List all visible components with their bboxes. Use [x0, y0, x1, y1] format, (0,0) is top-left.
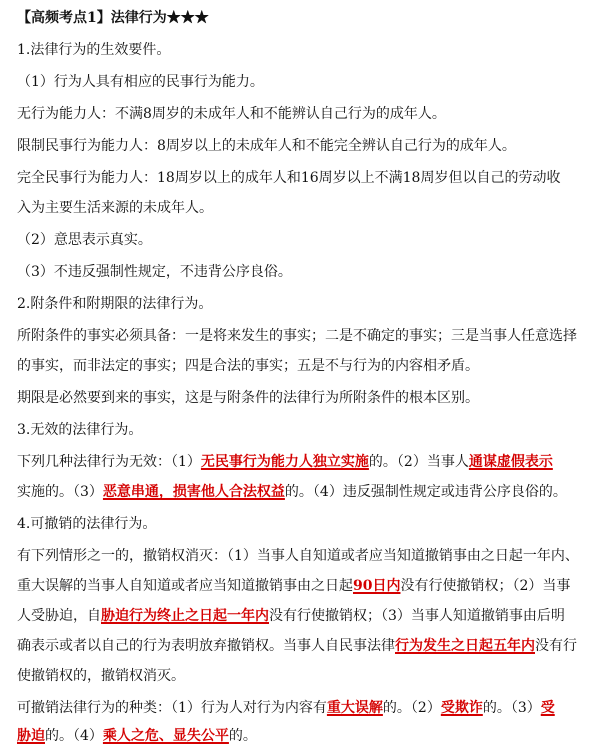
sec3-text: 的。（4）违反强制性规定或违背公序良俗的。 — [284, 484, 567, 500]
sec1-line2: 限制民事行为能力人：8周岁以上的未成年人和不能完全辨认自己行为的成年人。 — [17, 138, 516, 154]
sec4-line7 — [17, 726, 257, 746]
sec3-line2 — [17, 482, 567, 502]
highlight-term: 受 — [540, 700, 555, 716]
sec4-text: 没有行使撤销权；（2）当事 — [400, 578, 571, 594]
section-heading — [17, 8, 209, 28]
highlight-term: 重大误解 — [326, 700, 383, 716]
sec1-line3a: 完全民事行为能力人：18周岁以上的成年人和16周岁以上不满18周岁但以自己的劳动收 — [17, 170, 561, 186]
sec3-text: 下列几种法律行为无效：（1） — [17, 454, 201, 470]
highlight-term: 乘人之危、显失公平 — [102, 728, 229, 744]
sec4-text: 没有行 — [535, 638, 577, 654]
sec4-text: 的。（4） — [45, 728, 103, 744]
sec3-title: 3.无效的法律行为。 — [17, 422, 143, 438]
sec1-line3b: 入为主要生活来源的未成年人。 — [17, 200, 213, 216]
sec1-point3: （3）不违反强制性规定，不违背公序良俗。 — [17, 264, 292, 280]
sec2-line2: 期限是必然要到来的事实，这是与附条件的法律行为所附条件的根本区别。 — [17, 390, 479, 406]
sec2-title: 2.附条件和附期限的法律行为。 — [17, 296, 213, 312]
heading-label: 【高频考点1】法律行为 — [17, 10, 167, 26]
sec3-line1 — [17, 452, 553, 472]
sec4-line2 — [17, 576, 570, 596]
sec4-text: 的。（2） — [382, 700, 441, 716]
sec4-line6 — [17, 698, 555, 718]
sec4-text: 没有行使撤销权；（3）当事人知道撤销事由后明 — [269, 608, 565, 624]
sec4-line4 — [17, 636, 577, 656]
sec4-line3 — [17, 606, 565, 626]
sec4-text: 的。（3） — [482, 700, 541, 716]
sec4-line5: 使撤销权的，撤销权消灭。 — [17, 668, 185, 684]
sec1-point2: （2）意思表示真实。 — [17, 232, 152, 248]
star-rating-icon: ★★★ — [166, 10, 209, 26]
highlight-term: 胁迫 — [17, 728, 45, 744]
sec4-title: 4.可撤销的法律行为。 — [17, 516, 157, 532]
sec3-text: 实施的。（3） — [17, 484, 103, 500]
sec1-title: 1.法律行为的生效要件。 — [17, 42, 171, 58]
highlight-term: 90日内 — [353, 578, 401, 594]
sec4-text: 人受胁迫，自 — [17, 608, 101, 624]
sec2-line1a: 所附条件的事实必须具备：一是将来发生的事实；二是不确定的事实；三是当事人任意选择 — [17, 328, 577, 344]
sec4-text: 确表示或者以自己的行为表明放弃撤销权。当事人自民事法律 — [17, 638, 395, 654]
sec4-text: 可撤销法律行为的种类：（1）行为人对行为内容有 — [17, 700, 327, 716]
highlight-term: 恶意串通，损害他人合法权益 — [102, 484, 285, 500]
highlight-term: 胁迫行为终止之日起一年内 — [101, 608, 269, 624]
sec4-line1: 有下列情形之一的，撤销权消灭：（1）当事人自知道或者应当知道撤销事由之日起一年内、 — [17, 548, 579, 564]
highlight-term: 通谋虚假表示 — [468, 454, 553, 470]
highlight-term: 受欺诈 — [440, 700, 483, 716]
sec1-point1: （1）行为人具有相应的民事行为能力。 — [17, 74, 264, 90]
sec2-line1b: 的事实，而非法定的事实；四是合法的事实；五是不与行为的内容相矛盾。 — [17, 358, 479, 374]
sec3-text: 的。（2）当事人 — [368, 454, 469, 470]
sec4-text: 的。 — [228, 728, 257, 744]
sec4-text: 重大误解的当事人自知道或者应当知道撤销事由之日起 — [17, 578, 353, 594]
sec1-line1: 无行为能力人：不满8周岁的未成年人和不能辨认自己行为的成年人。 — [17, 106, 446, 122]
highlight-term: 行为发生之日起五年内 — [395, 638, 535, 654]
highlight-term: 无民事行为能力人独立实施 — [200, 454, 369, 470]
